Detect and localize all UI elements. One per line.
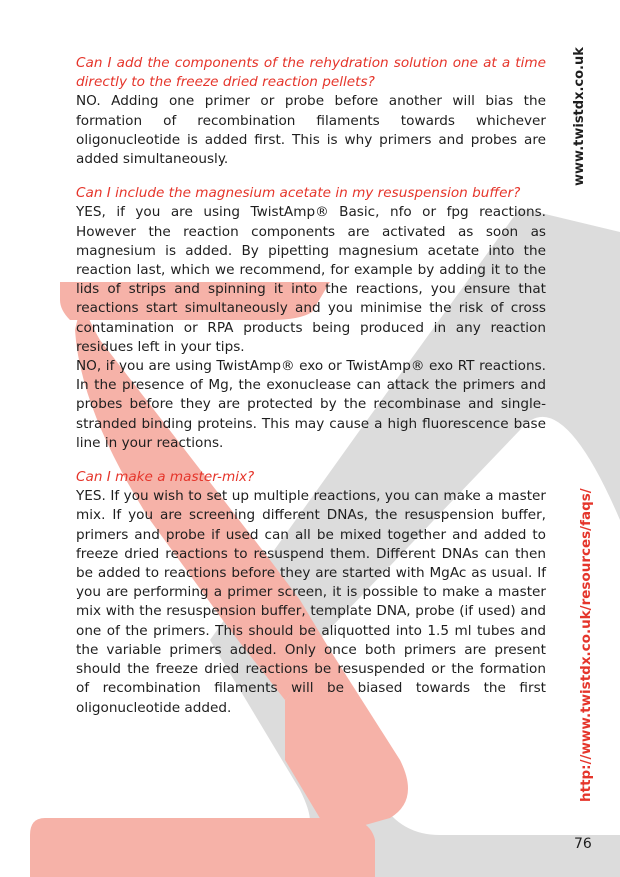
- faq-item: [76, 468, 546, 718]
- faq-answer: NO. Adding one primer or probe before another will bias the formation of recombination filaments towards whichever oligonucleotide is added first. This is why primers and probes are added simultaneously.: [76, 93, 546, 168]
- faq-answer: YES. If you wish to set up multiple reactions, you can make a master mix. If you are screening different DNAs, the resuspension buffer, primers and probe if used can all be mixed together and added to freeze dried reactions to resuspend them. Different DNAs can then be added to reactions before they are started with MgAc as usual. If you are performing a primer screen, it is possible to make a master mix with the resuspension buffer, template DNA, probe (if used) and one of the primers. This should be aliquotted into 1.5 ml tubes and the variable primers added. Only once both primers are present should the freeze dried reactions be resuspended or the formation of recombination filaments will be biased towards the first oligonucleotide added.: [76, 488, 546, 716]
- faq-question: Can I add the components of the rehydration solution one at a time directly to the freeze dried reaction pellets?: [76, 55, 546, 91]
- faq-item: [76, 54, 546, 169]
- faq-question: Can I include the magnesium acetate in my resuspension buffer?: [76, 185, 521, 202]
- watermark-red-base: [30, 818, 375, 877]
- sidebar-faq-link[interactable]: http://www.twistdx.co.uk/resources/faqs/: [578, 488, 594, 802]
- faq-item: [76, 184, 546, 453]
- faq-content: [76, 54, 546, 733]
- page-number: 76: [574, 836, 592, 852]
- faq-answer: YES, if you are using TwistAmp® Basic, nfo or fpg reactions. However the reaction components are activated as soon as magnesium is added. By pipetting magnesium acetate into the reaction last, which we recommend, for example by adding it to the lids of strips and spinning it into the reactions, you ensure that reactions start simultaneously and you minimise the risk of cross contamination or RPA products being produced in any reaction residues left in your tips.: [76, 204, 546, 355]
- sidebar-site-name: www.twistdx.co.uk: [572, 47, 587, 186]
- faq-answer-continued: NO, if you are using TwistAmp® exo or TwistAmp® exo RT reactions. In the presence of Mg, the exonuclease can attack the primers and probes before they are protected by the recombinase and single-stranded binding proteins. This may cause a high fluorescence base line in your reactions.: [76, 358, 546, 451]
- faq-question: Can I make a master-mix?: [76, 469, 255, 486]
